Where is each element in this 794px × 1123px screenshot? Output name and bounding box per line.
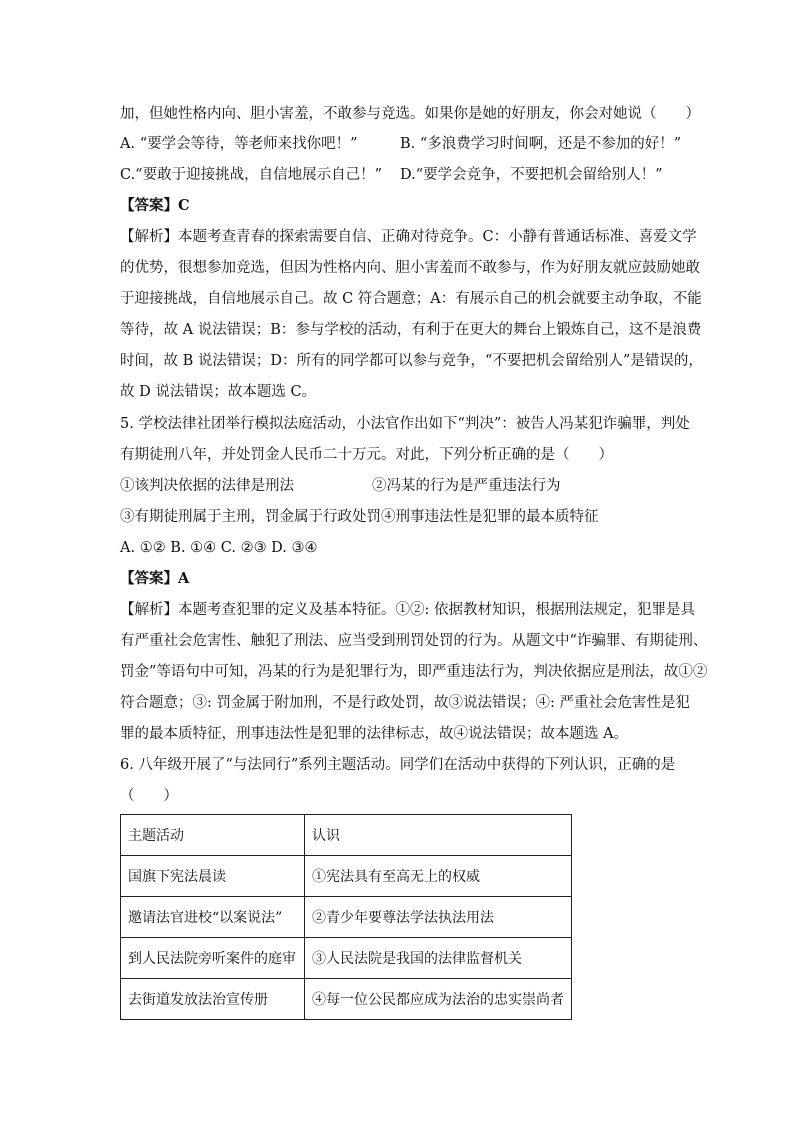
q5-answer: 【答案】A — [120, 570, 190, 587]
table-header-cell: 主题活动 — [121, 815, 305, 856]
table-row — [121, 979, 572, 1020]
q5-statement-3-4: ③有期徒刑属于主刑，罚金属于行政处罚④刑事违法性是犯罪的最本质特征 — [120, 509, 599, 525]
q5-statement-1: ①该判决依据的法律是刑法 — [120, 478, 294, 494]
table-cell: ③人民法院是我国的法律监督机关 — [305, 938, 572, 979]
q4-option-d: D.“要学会竞争，不要把机会留给别人！” — [400, 167, 663, 183]
q4-analysis-line: 时间，故 B 说法错误；D：所有的同学都可以参与竞争，“不要把机会留给别人”是错误的， — [120, 353, 703, 369]
q6-table — [120, 814, 572, 1020]
q4-option-b: B. “多浪费学习时间啊，还是不参加的好！” — [400, 136, 682, 152]
table-row — [121, 856, 572, 897]
q4-analysis-line: 于迎接挑战，自信地展示自己。故 C 符合题意；A：有展示自己的机会就要主动争取，不能 — [120, 291, 702, 307]
q4-option-a: A. “要学会等待，等老师来找你吧！” — [120, 136, 358, 152]
q5-analysis-line: 罪的最本质特征，刑事违法性是犯罪的法律标志，故④说法错误；故本题选 A。 — [120, 726, 629, 742]
table-cell: ④每一位公民都应成为法治的忠实崇尚者 — [305, 979, 572, 1020]
table-cell: 邀请法官进校“以案说法” — [121, 897, 305, 938]
q4-analysis-line: 的优势，很想参加竞选，但因为性格内向、胆小害羞而不敢参与，作为好朋友就应鼓励她敢 — [120, 260, 700, 276]
q4-stem-tail: 加，但她性格内向、胆小害羞，不敢参与竞选。如果你是她的好朋友，你会对她说（ ） — [120, 106, 700, 122]
q6-stem-line: 6. 八年级开展了“与法同行”系列主题活动。同学们在活动中获得的下列认识，正确的是 — [120, 757, 676, 773]
q5-analysis-line: 符合题意；③: 罚金属于附加刑，不是行政处罚，故③说法错误；④: 严重社会危害性是犯 — [120, 695, 690, 711]
q4-analysis-line: 故 D 说法错误；故本题选 C。 — [120, 384, 317, 400]
q5-analysis-line: 【解析】本题考查犯罪的定义及基本特征。①②: 依据教材知识，根据刑法规定，犯罪是具 — [120, 602, 695, 618]
table-cell: 到人民法院旁听案件的庭审 — [121, 938, 305, 979]
table-header-cell: 认识 — [305, 815, 572, 856]
q5-stem-line: 5. 学校法律社团举行模拟法庭活动，小法官作出如下“判决”：被告人冯某犯诈骗罪，判处 — [120, 416, 690, 432]
table-cell: 国旗下宪法晨读 — [121, 856, 305, 897]
table-row — [121, 938, 572, 979]
q4-option-c: C.“要敢于迎接挑战，自信地展示自己！” — [120, 167, 383, 183]
table-cell: ①宪法具有至高无上的权威 — [305, 856, 572, 897]
q4-answer: 【答案】C — [120, 197, 190, 214]
q6-stem-line: （ ） — [120, 788, 178, 804]
q5-choices: A. ①② B. ①④ C. ②③ D. ③④ — [120, 540, 318, 556]
q4-analysis-line: 等待，故 A 说法错误；B：参与学校的活动，有利于在更大的舞台上锻炼自己，这不是浪费 — [120, 322, 702, 338]
table-row — [121, 897, 572, 938]
q5-statement-2: ②冯某的行为是严重违法行为 — [372, 478, 561, 494]
table-cell: ②青少年要尊法学法执法用法 — [305, 897, 572, 938]
table-cell: 去街道发放法治宣传册 — [121, 979, 305, 1020]
q4-analysis-line: 【解析】本题考查青春的探索需要自信、正确对待竞争。C：小静有普通话标准、喜爱文学 — [120, 229, 697, 245]
q5-analysis-line: 罚金”等语句中可知，冯某的行为是犯罪行为，即严重违法行为，判决依据应是刑法，故①② — [120, 664, 708, 680]
q5-stem-line: 有期徒刑八年，并处罚金人民币二十万元。对此，下列分析正确的是（ ） — [120, 447, 613, 463]
q5-analysis-line: 有严重社会危害性、触犯了刑法、应当受到刑罚处罚的行为。从题文中“诈骗罪、有期徒刑、 — [120, 633, 708, 649]
table-header-row — [121, 815, 572, 856]
